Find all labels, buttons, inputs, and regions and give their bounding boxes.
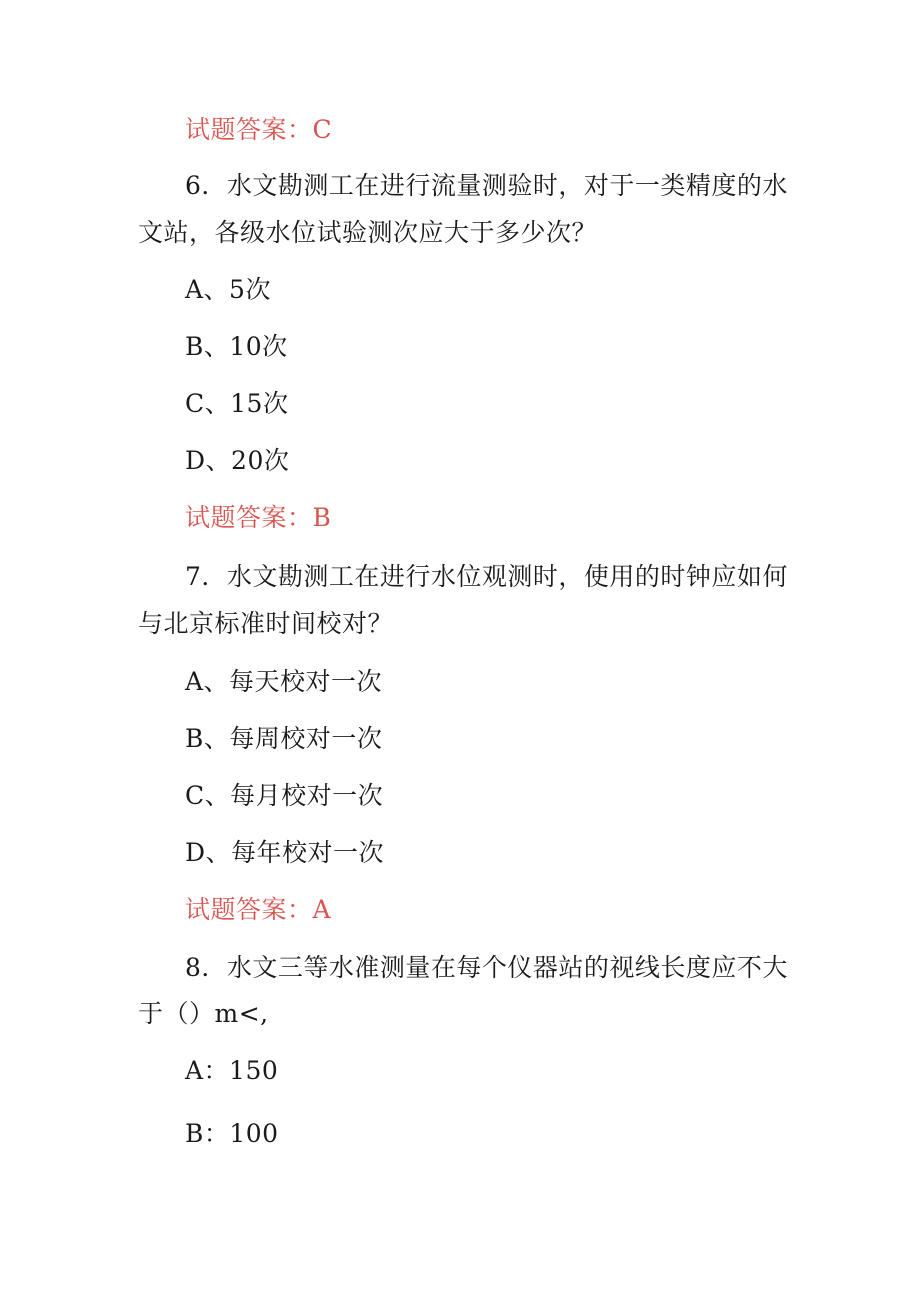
question-6-option-c: C、15次 [185, 389, 289, 418]
question-7-option-d: D、每年校对一次 [185, 838, 385, 867]
question-6-line-2: 文站，各级水位试验测次应大于多少次？ [138, 218, 598, 247]
question-6-option-b: B、10次 [185, 332, 288, 361]
question-8-line-1: 8．水文三等水准测量在每个仪器站的视线长度应不大 [185, 953, 788, 982]
question-7-option-a: A、每天校对一次 [185, 667, 383, 696]
question-8-option-b: B：100 [185, 1119, 279, 1148]
question-7-option-b: B、每周校对一次 [185, 724, 383, 753]
question-7-line-1: 7．水文勘测工在进行水位观测时，使用的时钟应如何 [185, 562, 788, 591]
question-6-option-a: A、5次 [185, 275, 271, 304]
answer-line: 试题答案：C [185, 115, 333, 144]
question-6-option-d: D、20次 [185, 446, 290, 475]
question-7-option-c: C、每月校对一次 [185, 781, 384, 810]
question-8-option-a: A：150 [185, 1056, 279, 1085]
question-7-line-2: 与北京标准时间校对？ [138, 609, 394, 638]
answer-line: 试题答案：B [185, 503, 332, 532]
question-6-line-1: 6．水文勘测工在进行流量测验时，对于一类精度的水 [185, 171, 788, 200]
question-8-line-2: 于（）m<, [138, 999, 269, 1028]
answer-line: 试题答案：A [185, 895, 332, 924]
